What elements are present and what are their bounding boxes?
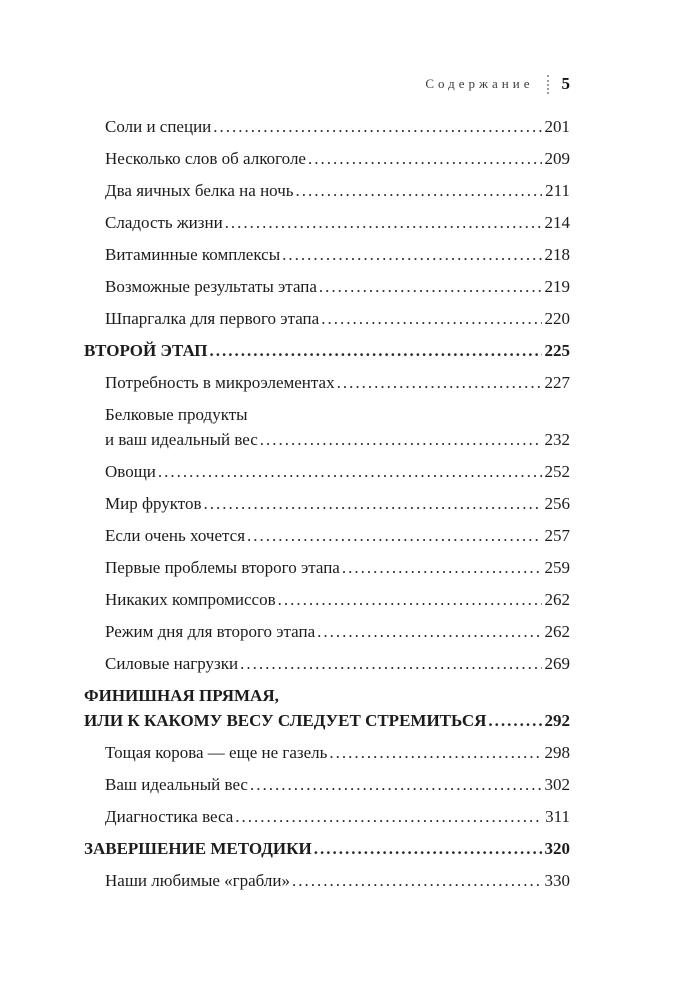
toc-title: Ваш идеальный вес — [105, 775, 248, 794]
toc-row — [84, 493, 570, 514]
toc-page-number: 259 — [544, 558, 570, 577]
toc-section-title: ВТОРОЙ ЭТАП — [84, 341, 208, 360]
toc-page-number: 320 — [544, 839, 570, 858]
toc-row — [84, 774, 570, 795]
toc-page-number: 330 — [544, 871, 570, 890]
toc-row — [84, 653, 570, 674]
toc-page-number: 214 — [544, 213, 570, 232]
toc-page-number: 298 — [544, 743, 570, 762]
toc-row — [84, 212, 570, 233]
toc-section-title: ИЛИ К КАКОМУ ВЕСУ СЛЕДУЕТ СТРЕМИТЬСЯ — [84, 711, 487, 730]
toc-row — [84, 461, 570, 482]
toc-page-number: 227 — [544, 373, 570, 392]
toc-leader — [158, 461, 542, 482]
toc-title: Если очень хочется — [105, 526, 246, 545]
toc-leader — [292, 870, 542, 891]
toc-page-number: 256 — [544, 494, 570, 513]
toc-title: Потребность в микроэлементах — [105, 373, 335, 392]
toc-leader — [282, 244, 541, 265]
toc-row — [84, 148, 570, 169]
toc-row — [84, 372, 570, 393]
toc-title: и ваш идеальный вес — [105, 430, 258, 449]
table-of-contents — [84, 116, 570, 891]
toc-row — [84, 525, 570, 546]
toc-title: Силовые нагрузки — [105, 654, 239, 673]
toc-title: Два яичных белка на ночь — [105, 181, 294, 200]
toc-row — [84, 180, 570, 201]
toc-row — [84, 429, 570, 450]
toc-title: Режим дня для второго этапа — [105, 622, 316, 641]
toc-page-number: 257 — [544, 526, 570, 545]
toc-row — [84, 742, 570, 763]
toc-title-first-line: Белковые продукты — [105, 405, 248, 424]
toc-page-number: 262 — [544, 590, 570, 609]
toc-page-number: 219 — [544, 277, 570, 296]
toc-leader — [225, 212, 542, 233]
toc-title: Первые проблемы второго этапа — [105, 558, 340, 577]
toc-page-number: 225 — [544, 341, 570, 360]
toc-section-row — [84, 838, 570, 859]
toc-leader — [250, 774, 542, 795]
toc-title: Никаких компромиссов — [105, 590, 276, 609]
toc-title: Шпаргалка для первого этапа — [105, 309, 320, 328]
toc-page-number: 209 — [544, 149, 570, 168]
toc-leader — [342, 557, 542, 578]
toc-title: Сладость жизни — [105, 213, 223, 232]
toc-leader — [317, 621, 541, 642]
toc-page-number: 232 — [544, 430, 570, 449]
toc-leader — [213, 116, 541, 137]
toc-page-number: 218 — [544, 245, 570, 264]
contents-header-label: Содержание — [425, 76, 534, 91]
toc-page-number: 252 — [544, 462, 570, 481]
toc-row — [84, 244, 570, 265]
toc-page-number: 220 — [544, 309, 570, 328]
toc-leader — [321, 308, 541, 329]
toc-page-number: 302 — [544, 775, 570, 794]
toc-row — [84, 621, 570, 642]
toc-section-row — [84, 340, 570, 361]
toc-row — [84, 308, 570, 329]
toc-page-number: 262 — [544, 622, 570, 641]
toc-row — [84, 870, 570, 891]
toc-leader — [319, 276, 542, 297]
toc-section-row — [84, 710, 570, 731]
toc-row — [84, 589, 570, 610]
toc-leader — [204, 493, 542, 514]
toc-leader — [240, 653, 541, 674]
toc-title: Возможные результаты этапа — [105, 277, 317, 296]
toc-page-number: 292 — [544, 711, 570, 730]
toc-section-title-first-line: ФИНИШНАЯ ПРЯМАЯ, — [84, 686, 279, 705]
toc-row — [84, 276, 570, 297]
toc-title: Витаминные комплексы — [105, 245, 281, 264]
toc-title: Мир фруктов — [105, 494, 202, 513]
toc-row — [84, 557, 570, 578]
toc-leader — [235, 806, 542, 827]
toc-leader — [296, 180, 543, 201]
toc-leader — [488, 710, 541, 731]
toc-leader — [278, 589, 542, 610]
toc-page-number: 211 — [545, 181, 570, 200]
toc-leader — [337, 372, 542, 393]
toc-row — [84, 116, 570, 137]
toc-title: Несколько слов об алкоголе — [105, 149, 306, 168]
running-head — [84, 74, 570, 94]
toc-page-number: 269 — [544, 654, 570, 673]
toc-title: Диагностика веса — [105, 807, 234, 826]
toc-title: Овощи — [105, 462, 156, 481]
toc-leader — [210, 340, 542, 361]
toc-leader — [260, 429, 542, 450]
toc-page-number: 311 — [545, 807, 570, 826]
header-page-number: 5 — [561, 74, 570, 93]
toc-title: Тощая корова — еще не газель — [105, 743, 328, 762]
toc-page-number: 201 — [544, 117, 570, 136]
toc-leader — [247, 525, 541, 546]
toc-title: Наши любимые «грабли» — [105, 871, 290, 890]
toc-row — [84, 806, 570, 827]
toc-leader — [308, 148, 542, 169]
toc-title: Соли и специи — [105, 117, 212, 136]
toc-leader — [314, 838, 542, 859]
toc-section-title: ЗАВЕРШЕНИЕ МЕТОДИКИ — [84, 839, 312, 858]
toc-leader — [329, 742, 541, 763]
header-divider — [547, 75, 549, 94]
